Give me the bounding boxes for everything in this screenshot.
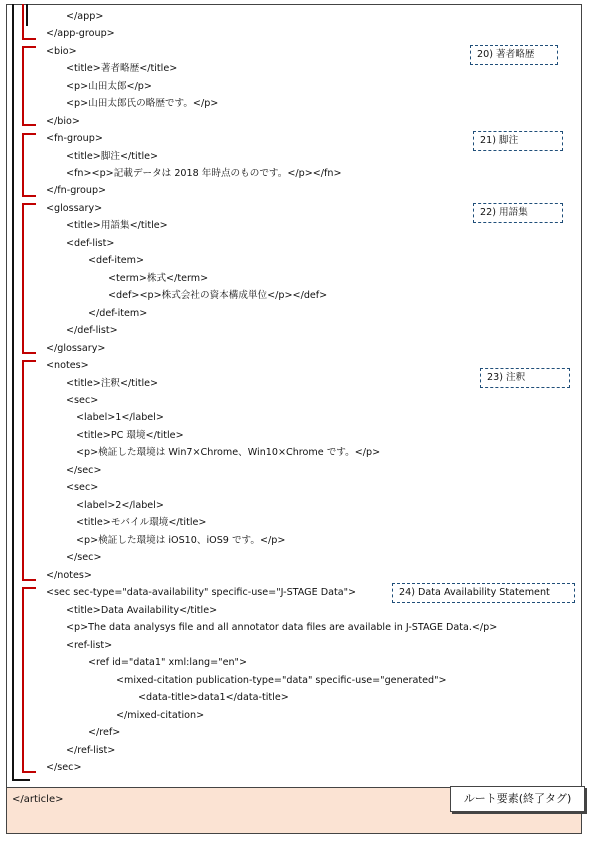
code-line: <fn-group>: [46, 133, 103, 144]
app-group-bracket: [22, 4, 24, 40]
code-line: <def-list>: [66, 238, 115, 249]
code-line: <data-title>data1</data-title>: [138, 692, 289, 703]
annotation-notes: 23) 注釈: [480, 368, 570, 388]
code-line: <title>脚注</title>: [66, 151, 159, 162]
code-line: <notes>: [46, 360, 89, 371]
root-element-note: ルート要素(終了タグ): [450, 786, 585, 812]
code-line: <bio>: [46, 46, 77, 57]
code-line: <title>モバイル環境</title>: [76, 517, 207, 528]
code-line: </ref-list>: [66, 745, 116, 756]
code-line: <p>The data analysys file and all annotator data files are available in J-STAGE Data.</p>: [66, 622, 498, 633]
code-line: <label>2</label>: [76, 500, 164, 511]
code-line: </ref>: [88, 727, 121, 738]
code-line: </sec>: [46, 762, 82, 773]
code-line: </app>: [66, 11, 104, 22]
sec-bracket-foot: [22, 771, 36, 773]
code-line: </notes>: [46, 570, 92, 581]
code-line: <sec sec-type="data-availability" specific-use="J-STAGE Data">: [46, 587, 357, 598]
notes-bracket: [22, 360, 24, 581]
code-line: <mixed-citation publication-type="data" specific-use="generated">: [116, 675, 447, 686]
code-line: </fn-group>: [46, 185, 107, 196]
code-line: </mixed-citation>: [116, 710, 205, 721]
code-line: </sec>: [66, 465, 102, 476]
code-line: <p>山田太郎</p>: [66, 81, 152, 92]
code-line: <p>検証した環境は Win7×Chrome、Win10×Chrome です。</p>: [76, 447, 381, 458]
annotation-bio: 20) 著者略歴: [470, 45, 558, 65]
outer-bracket-foot: [12, 779, 30, 781]
code-line: <label>1</label>: [76, 412, 164, 423]
bio-bracket: [22, 46, 24, 126]
outer-bracket-line: [12, 4, 14, 780]
inner-bracket-line: [26, 4, 28, 26]
code-line: <ref-list>: [66, 640, 113, 651]
sec-bracket: [22, 587, 24, 773]
code-line: </glossary>: [46, 343, 106, 354]
notes-bracket-foot: [22, 579, 36, 581]
glossary-bracket: [22, 203, 24, 354]
app-group-bracket-foot: [22, 38, 36, 40]
notes-bracket-top: [22, 360, 36, 362]
annotation-data-availability: 24) Data Availability Statement: [392, 583, 575, 603]
annotation-glossary: 22) 用語集: [473, 203, 563, 223]
code-line: <title>PC 環境</title>: [76, 430, 184, 441]
fn-group-bracket-top: [22, 133, 36, 135]
code-line: </app-group>: [46, 28, 115, 39]
bio-bracket-top: [22, 46, 36, 48]
code-line: <p>山田太郎氏の略歴です。</p>: [66, 98, 219, 109]
annotation-fn-group: 21) 脚注: [473, 131, 563, 151]
fn-group-bracket: [22, 133, 24, 197]
code-line: <term>株式</term>: [108, 273, 209, 284]
sec-bracket-top: [22, 587, 36, 589]
code-line: <p>検証した環境は iOS10、iOS9 です。</p>: [76, 535, 286, 546]
glossary-bracket-foot: [22, 352, 36, 354]
code-line: <title>注釈</title>: [66, 378, 159, 389]
code-line: <def><p>株式会社の資本構成単位</p></def>: [108, 290, 328, 301]
code-line: </bio>: [46, 116, 80, 127]
code-line: <title>Data Availability</title>: [66, 605, 218, 616]
code-line: </sec>: [66, 552, 102, 563]
code-line: <glossary>: [46, 203, 103, 214]
code-line: </def-list>: [66, 325, 118, 336]
code-line: <fn><p>記載データは 2018 年時点のものです。</p></fn>: [66, 168, 342, 179]
code-line: <sec>: [66, 395, 99, 406]
fn-group-bracket-foot: [22, 195, 36, 197]
glossary-bracket-top: [22, 203, 36, 205]
closing-article-tag: </article>: [12, 794, 64, 805]
code-line: <title>著者略歴</title>: [66, 63, 178, 74]
code-line: </def-item>: [88, 308, 148, 319]
code-line: <sec>: [66, 482, 99, 493]
code-line: <def-item>: [88, 255, 145, 266]
code-line: <title>用語集</title>: [66, 220, 168, 231]
code-line: <ref id="data1" xml:lang="en">: [88, 657, 248, 668]
bio-bracket-foot: [22, 124, 36, 126]
